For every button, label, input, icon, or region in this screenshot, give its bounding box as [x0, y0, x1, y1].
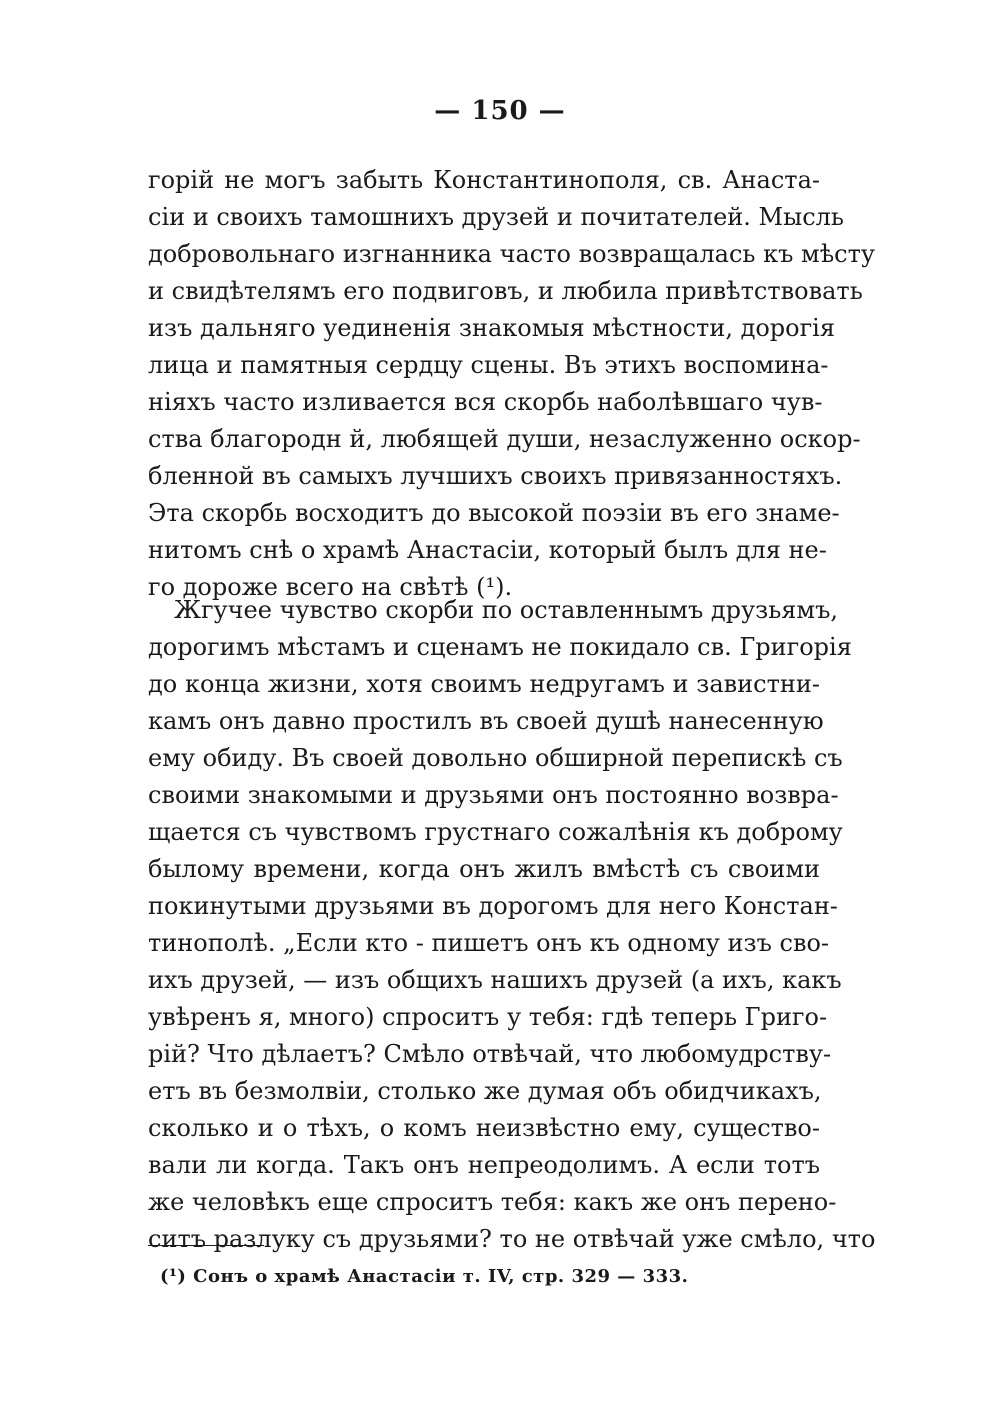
text-line: ихъ друзей, — изъ общихъ нашихъ друзей (а ихъ, какъ	[148, 966, 842, 994]
text-line: покинутыми друзьями въ дорогомъ для него Констан-	[148, 892, 838, 920]
footnote: (¹) Сонъ о храмѣ Анастасіи т. IV, стр. 329 — 333.	[160, 1266, 689, 1287]
text-line: своими знакомыми и друзьями онъ постоянно возвра-	[148, 781, 839, 809]
footnote-divider	[148, 1245, 264, 1246]
text-line: до конца жизни, хотя своимъ недругамъ и завистни-	[148, 670, 820, 698]
text-line: Жгучее чувство скорби по оставленнымъ друзьямъ,	[174, 596, 838, 624]
text-line: Эта скорбь восходитъ до высокой поэзіи въ его знаме-	[148, 499, 840, 527]
text-line: изъ дальняго уединенія знакомыя мѣстности, дорогія	[148, 314, 835, 342]
text-line: етъ въ безмолвіи, столько же думая объ обидчикахъ,	[148, 1077, 822, 1105]
text-line: камъ онъ давно простилъ въ своей душѣ нанесенную	[148, 707, 824, 735]
text-line: дорогимъ мѣстамъ и сценамъ не покидало св. Григорія	[148, 633, 852, 661]
text-line: добровольнаго изгнанника часто возвращалась къ мѣсту	[148, 240, 876, 268]
text-line: ніяхъ часто изливается вся скорбь наболѣвшаго чув-	[148, 388, 823, 416]
text-line: сколько и о тѣхъ, о комъ неизвѣстно ему, существо-	[148, 1114, 820, 1142]
text-line: ства благородн й, любящей души, незаслуженно оскор-	[148, 425, 861, 453]
text-line: го дороже всего на свѣтѣ (¹).	[148, 573, 513, 601]
text-line: увѣренъ я, много) спроситъ у тебя: гдѣ теперь Григо-	[148, 1003, 828, 1031]
text-line: же человѣкъ еще спроситъ тебя: какъ же онъ перено-	[148, 1188, 837, 1216]
text-line: тинополѣ. „Если кто - пишетъ онъ къ одному изъ сво-	[148, 929, 830, 957]
text-line: вали ли когда. Такъ онъ непреодолимъ. А если тотъ	[148, 1151, 820, 1179]
text-line: сіи и своихъ тамошнихъ друзей и почитателей. Мысль	[148, 203, 844, 231]
text-line: нитомъ снѣ о храмѣ Анастасіи, который былъ для не-	[148, 536, 827, 564]
text-line: былому времени, когда онъ жилъ вмѣстѣ съ своими	[148, 855, 820, 883]
text-line: ситъ разлуку съ друзьями? то не отвѣчай уже смѣло, что	[148, 1225, 876, 1253]
text-line: рій? Что дѣлаетъ? Смѣло отвѣчай, что любомудрству-	[148, 1040, 832, 1068]
text-line: щается съ чувствомъ грустнаго сожалѣнія къ доброму	[148, 818, 843, 846]
paragraph-1	[148, 162, 876, 606]
paragraph-2	[148, 592, 876, 1258]
text-line: лица и памятныя сердцу сцены. Въ этихъ воспомина-	[148, 351, 829, 379]
text-line: бленной въ самыхъ лучшихъ своихъ привязанностяхъ.	[148, 462, 843, 490]
text-line: и свидѣтелямъ его подвиговъ, и любила привѣтствовать	[148, 277, 863, 305]
text-line: ему обиду. Въ своей довольно обширной перепискѣ съ	[148, 744, 843, 772]
text-line: горій не могъ забыть Константинополя, св. Анаста-	[148, 166, 820, 194]
page-number: — 150 —	[434, 96, 566, 126]
